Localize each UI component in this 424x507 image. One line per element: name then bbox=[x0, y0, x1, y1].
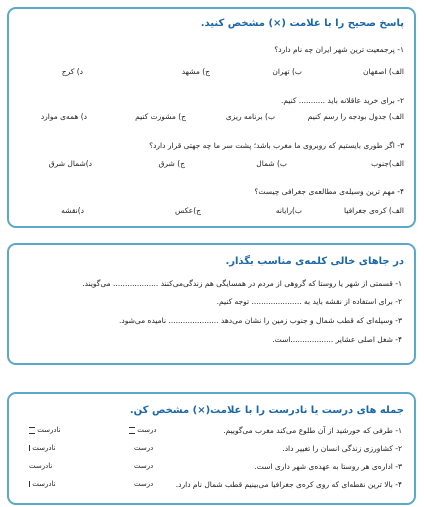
tf-item-2: ۲- کشاورزی زندگی انسان را تغییر داد. bbox=[282, 444, 402, 453]
q3-option-a[interactable]: الف)جنوب bbox=[371, 159, 404, 168]
q1-option-d[interactable]: د) کرج bbox=[61, 67, 83, 76]
tf3-correct[interactable]: درست bbox=[134, 462, 154, 470]
q2-option-a[interactable]: الف) جدول بودجه را رسم کنیم bbox=[307, 112, 404, 121]
tf-item-3: ۳- اداره‌ی هر روستا به عهده‌ی شهر داری است. bbox=[254, 462, 402, 471]
multiple-choice-section bbox=[7, 7, 416, 228]
section3-title: جمله های درست یا نادرست را با علامت(×) مشخص کن. bbox=[129, 405, 404, 416]
q4-option-d[interactable]: د)نقشه bbox=[61, 206, 84, 215]
tf4-wrong-box-icon bbox=[29, 481, 30, 487]
tf-item-1: ۱- طرفی که خورشید از آن طلوع می‌کند مغرب می‌گوییم. bbox=[223, 426, 402, 435]
q1-option-a[interactable]: الف) اصفهان bbox=[363, 67, 404, 76]
q3-option-d[interactable]: د)شمال شرق bbox=[48, 159, 92, 168]
q4-option-a[interactable]: الف) کره‌ی جغرافیا bbox=[344, 206, 404, 215]
question-1: ۱- پرجمعیت ترین شهر ایران چه نام دارد؟ bbox=[274, 45, 404, 54]
tf4-wrong[interactable]: نادرست bbox=[29, 480, 56, 488]
q2-option-c[interactable]: ج) مشورت کنیم bbox=[135, 112, 186, 121]
tf3-wrong[interactable]: نادرست bbox=[29, 462, 53, 470]
fill-in-blank-section bbox=[7, 243, 416, 365]
section2-title: در جاهای خالی کلمه‌ی مناسب بگذار. bbox=[225, 256, 404, 267]
section1-title: پاسخ صحیح را با علامت (×) مشخص کنید. bbox=[200, 18, 404, 29]
q3-option-b[interactable]: ب) شمال bbox=[256, 159, 287, 168]
q1-option-c[interactable]: ج) مشهد bbox=[181, 67, 210, 76]
tf1-correct-box-icon bbox=[129, 427, 135, 434]
q2-option-d[interactable]: د) همه‌ی موارد bbox=[40, 112, 87, 121]
question-2: ۲- برای خرید عاقلانه باید ........... کنیم. bbox=[280, 96, 404, 105]
tf-item-4: ۴- بالا ترین نقطه‌ای که روی کره‌ی جغرافیا می‌بینیم قطب شمال نام دارد. bbox=[175, 480, 402, 489]
tf1-wrong[interactable]: نادرست bbox=[29, 426, 61, 434]
blank-item-1: ۱- قسمتی از شهر یا روستا که گروهی از مردم در همسایگی هم زندگی‌می‌کنند ................... می‌گویند. bbox=[82, 279, 402, 288]
q4-option-c[interactable]: ج)عکس bbox=[175, 206, 201, 215]
tf2-wrong[interactable]: نادرست bbox=[29, 444, 56, 452]
question-4: ۴- مهم ترین وسیله‌ی مطالعه‌ی جغرافی چیست؟ bbox=[254, 187, 404, 196]
question-3: ۳- اگر طوری بایستیم که روبروی ما مغرب باشد؛ پشت سر ما چه جهتی قرار دارد؟ bbox=[149, 141, 404, 150]
q1-option-b[interactable]: ب) تهران bbox=[272, 67, 302, 76]
tf4-correct[interactable]: درست bbox=[134, 480, 154, 488]
blank-item-3: ۳- وسیله‌ای که قطب شمال و جنوب زمین را نشان می‌دهد ..................... نامیده می‌شود. bbox=[119, 316, 402, 325]
true-false-section bbox=[7, 392, 416, 505]
blank-item-2: ۲- برای استفاده از نقشه باید به ..................... توجه کنیم. bbox=[216, 297, 402, 306]
blank-item-4: ۴- شغل اصلی عشایر ..................است. bbox=[272, 335, 402, 344]
tf2-wrong-box-icon bbox=[29, 445, 30, 451]
tf1-correct[interactable]: درست bbox=[129, 426, 156, 434]
q4-option-b[interactable]: ب)رایانه bbox=[275, 206, 302, 215]
q2-option-b[interactable]: ب) برنامه ریزی bbox=[225, 112, 275, 121]
tf2-correct[interactable]: درست bbox=[134, 444, 154, 452]
q3-option-c[interactable]: ج) شرق bbox=[158, 159, 185, 168]
tf1-wrong-box-icon bbox=[29, 427, 35, 434]
